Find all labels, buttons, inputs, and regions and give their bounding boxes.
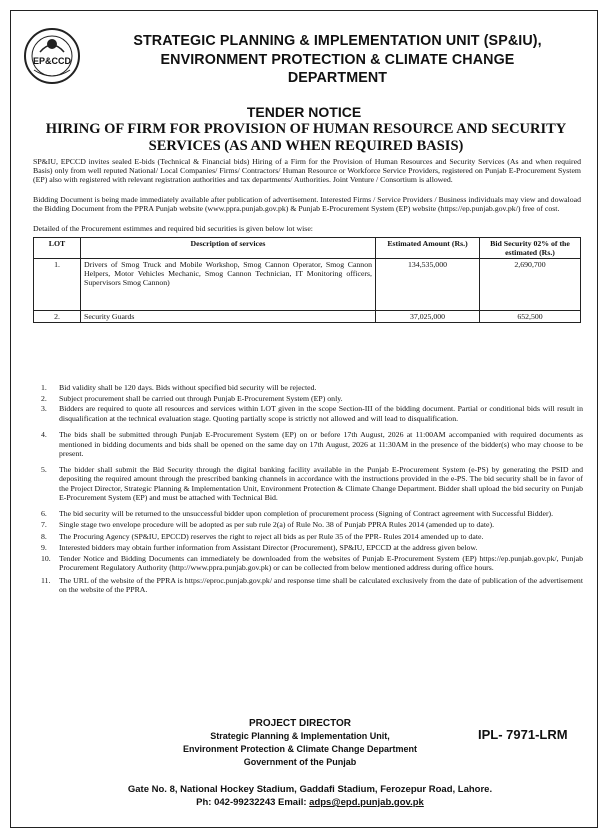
intro-paragraph-1: SP&IU, EPCCD invites sealed E-bids (Technical & Financial bids) Hiring of a Firm for the Provision of Human Resources and Security Services (As and when required Basis) only from well reputed National/ Local Companies/ Firms/ Contractors/ Human Resource or Workforce Service Providers, registered on Punjab E-Procurement System (EP) also with registered with relevant registration authorities and tax departments/ Authorities. Joint Venture / Consortium is allowed.	[33, 157, 581, 184]
list-item	[33, 465, 583, 503]
term-number: 11.	[41, 575, 51, 585]
logo-text: EP&CCD	[32, 56, 72, 66]
list-item	[33, 554, 583, 573]
header-lot: LOT	[34, 238, 81, 259]
tender-notice-title: TENDER NOTICE	[246, 104, 362, 120]
term-text: The bid security will be returned to the unsuccessful bidder upon completion of procurement process (Signing of Contract agreement with Successful Bidder).	[59, 508, 554, 518]
term-number: 2.	[41, 393, 47, 403]
list-item	[33, 404, 583, 423]
header-bid-security: Bid Security 02% of the estimated (Rs.)	[480, 238, 581, 259]
phone-number: Ph: 042-99232243 Email:	[196, 797, 307, 808]
intro-paragraph-3: Detailed of the Procurement estimmes and required bid securities is given below lot wise:	[33, 224, 313, 233]
signature-block	[150, 717, 450, 769]
list-item	[33, 394, 583, 404]
term-number: 3.	[41, 404, 47, 413]
ipl-reference-code: IPL- 7971-LRM	[478, 727, 568, 742]
term-text: Interested bidders may obtain further information from Assistant Director (Procurement), SP&IU, EPCCD at the address given below.	[59, 543, 478, 552]
contact-line	[150, 797, 470, 808]
term-number: 5.	[41, 464, 47, 474]
email-link[interactable]: adps@epd.punjab.gov.pk	[309, 797, 424, 808]
term-number: 9.	[41, 543, 47, 552]
term-text: Tender Notice and Bidding Documents can immediately be downloaded from the websites of Punjab E-Procurement System (EP) https://ep.punjab.gov.pk/, Punjab Procurement Regulatory Authority (http://www.ppra.punjab.gov.pk) or can be collected from below mentioned address during office hours.	[59, 553, 583, 572]
hiring-title-line-2: SERVICES (AS AND WHEN REQUIRED BASIS)	[148, 138, 464, 154]
hiring-title	[14, 121, 598, 155]
term-number: 10.	[41, 553, 51, 563]
header-line-2: ENVIRONMENT PROTECTION & CLIMATE CHANGE	[160, 51, 515, 68]
term-number: 8.	[41, 531, 47, 541]
procurement-table	[33, 237, 581, 323]
service-description: Security Guards	[81, 311, 376, 323]
table-header-row	[34, 238, 581, 259]
term-number: 1.	[41, 383, 47, 392]
list-item	[33, 520, 583, 530]
signature-line-3: Government of the Punjab	[243, 757, 357, 767]
list-item	[33, 532, 583, 542]
term-text: The bidder shall submit the Bid Security through the digital banking facility available in the Punjab E-Procurement System (e-PS) by generating the PSID and depositing the required amount through the prescribed banking channels in accordance with the instructions provided in the e-PS. The bid security shall be in favor of the Project Director, Strategic Planning & Implementation Unit, Environment Protection & Climate Change Department. Bidder shall upload the bid security on Punjab E-Procurement System (EP) and must be attached with Technical Bid.	[59, 464, 583, 502]
term-text: Bid validity shall be 120 days. Bids without specified bid security will be rejected.	[59, 383, 317, 392]
header-description: Description of services	[81, 238, 376, 259]
list-item	[33, 383, 583, 393]
signature-line-2: Environment Protection & Climate Change Department	[182, 744, 418, 754]
term-text: Single stage two envelope procedure will be adopted as per sub rule 2(a) of Rule No. 38 of Punjab PPRA Rules 2014 (amended up to date).	[59, 520, 495, 529]
term-text: The bids shall be submitted through Punjab E-Procurement System (EP) on or before 17th August, 2026 at 11:00AM accompanied with required documents as mentioned in bidding documents and bids shall be opened on the same day on 17th August, 2026 at 11:30AM in the presence of the bidder(s) who may choose to be present.	[59, 430, 583, 458]
signature-line-1: Strategic Planning & Implementation Unit,	[210, 731, 390, 741]
term-number: 4.	[41, 430, 47, 439]
header-line-1: STRATEGIC PLANNING & IMPLEMENTATION UNIT (SP&IU),	[133, 33, 542, 49]
list-item	[33, 576, 583, 595]
hiring-title-line-1: HIRING OF FIRM FOR PROVISION OF HUMAN RESOURCE AND SECURITY	[45, 121, 567, 137]
bid-security: 652,500	[480, 311, 581, 323]
term-text: The URL of the website of the PPRA is https://eproc.punjab.gov.pk/ and response time shall be calculated exclusively from the date of publication of the advertisement on the website of the PPRA.	[59, 575, 583, 594]
term-number: 6.	[41, 508, 47, 518]
estimated-amount: 134,535,000	[376, 259, 480, 311]
term-number: 7.	[41, 520, 47, 529]
estimated-amount: 37,025,000	[376, 311, 480, 323]
list-item	[33, 430, 583, 459]
terms-list	[33, 383, 583, 595]
intro-paragraph-2: Bidding Document is being made immediately available after publication of advertisement. Interested Firms / Service Providers / Business individuals may view and dowaload the Bidding Document from the PPRA Punjab website (www.ppra.punjab.gov.pk) & Punjab E-Procurement System (EP) website (https://ep.punjab.gov.pk/) free of cost.	[33, 195, 581, 213]
department-header	[80, 32, 595, 88]
office-address: Gate No. 8, National Hockey Stadium, Gaddafi Stadium, Ferozepur Road, Lahore.	[127, 784, 493, 795]
term-text: The Procuring Agency (SP&IU, EPCCD) reserves the right to reject all bids as per Rule 35 of the PPR- Rules 2014 amended up to date.	[59, 531, 484, 541]
list-item	[33, 509, 583, 519]
table-row	[34, 259, 581, 311]
service-description: Drivers of Smog Truck and Mobile Workshop, Smog Cannon Operator, Smog Cannon Helpers, Motor Vehicles Mechanic, Smog Cannon Technician, IT Monitoring officers, Supervisors Smog Cannon)	[81, 259, 376, 311]
lot-number: 1.	[34, 259, 81, 311]
bid-security: 2,690,700	[480, 259, 581, 311]
project-director-title: PROJECT DIRECTOR	[248, 718, 352, 729]
lot-number: 2.	[34, 311, 81, 323]
term-text: Bidders are required to quote all resources and services within LOT given in the scope Section-III of the bidding document. Partial or conditional bids will result in disqualification at the technical evaluation stage. Quoting partially scope is strictly not allowed and will lead to disqualification.	[59, 404, 583, 423]
epccd-logo	[22, 26, 82, 86]
term-text: Subject procurement shall be carried out through Punjab E-Procurement System (EP) only.	[59, 393, 343, 403]
table-row	[34, 311, 581, 323]
header-line-3: DEPARTMENT	[287, 70, 388, 86]
list-item	[33, 543, 583, 553]
header-estimated-amount: Estimated Amount (Rs.)	[376, 238, 480, 259]
